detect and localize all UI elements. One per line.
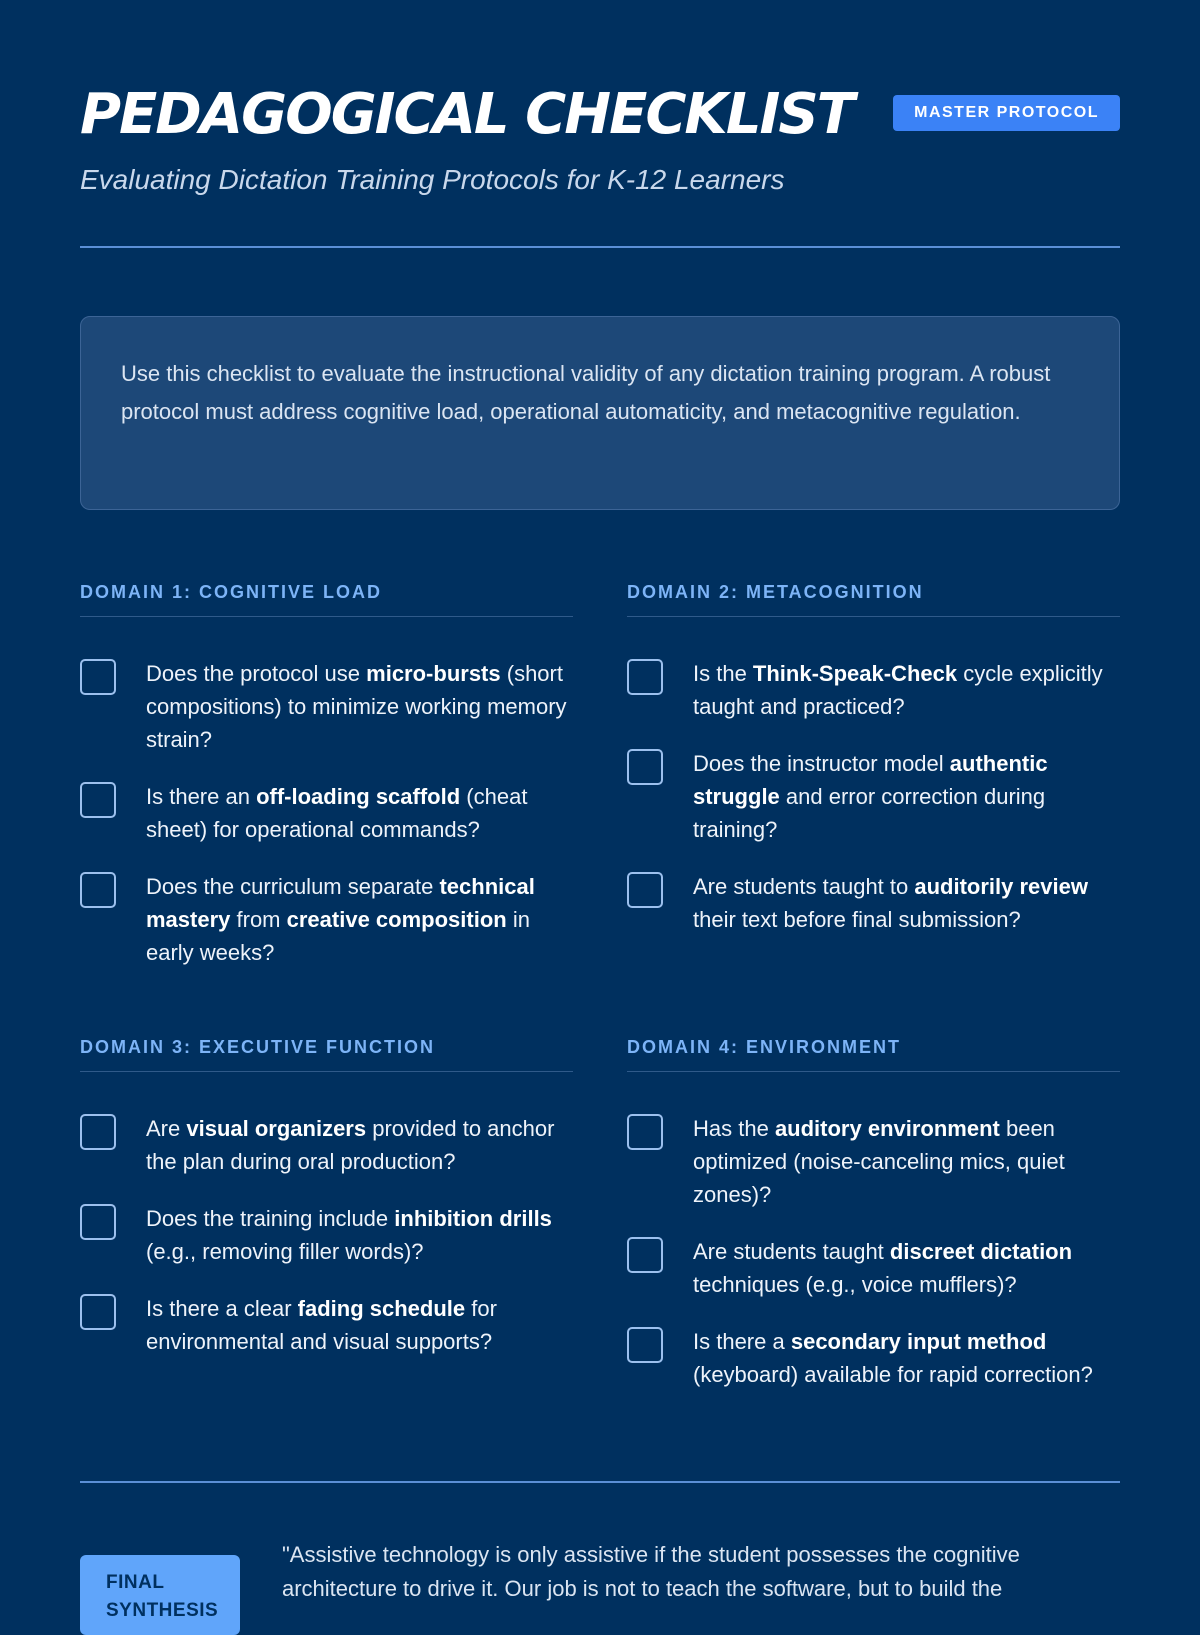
checklist-item-text	[146, 1202, 573, 1268]
item-text-segment: Is there a	[693, 1329, 791, 1354]
checklist-item-text	[693, 1112, 1120, 1211]
checklist-item-text	[146, 1112, 573, 1178]
item-text-segment: (keyboard) available for rapid correction?	[693, 1362, 1093, 1387]
checkbox[interactable]	[80, 1114, 116, 1150]
item-text-segment: (e.g., removing filler words)?	[146, 1239, 424, 1264]
domain-cognitive-load	[80, 578, 573, 969]
checklist-item	[627, 1235, 1120, 1301]
item-text-segment: Does the protocol use	[146, 661, 367, 686]
checklist-item-text	[693, 1235, 1120, 1301]
domain-metacognition	[627, 578, 1120, 936]
item-text-segment: Are	[146, 1116, 187, 1141]
checkbox[interactable]	[627, 872, 663, 908]
item-text-segment: Is there an	[146, 784, 257, 809]
checklist-item	[80, 1202, 573, 1268]
checklist-item-text	[146, 780, 573, 846]
checklist-item	[80, 870, 573, 969]
checklist-item-text	[693, 870, 1120, 936]
domain-items	[627, 657, 1120, 936]
key-term: fading schedule	[297, 1296, 466, 1321]
checkbox[interactable]	[80, 659, 116, 695]
key-term: authentic struggle	[693, 751, 1048, 809]
item-text-segment: been optimized (noise-canceling mics, quiet zones)?	[693, 1116, 1065, 1207]
checklist-item	[80, 780, 573, 846]
item-text-segment: Are students taught to	[693, 874, 915, 899]
domain-items	[627, 1112, 1120, 1391]
checkbox[interactable]	[80, 1294, 116, 1330]
checklist-item	[627, 870, 1120, 936]
domain-items	[80, 1112, 573, 1358]
domain-heading: DOMAIN 1: COGNITIVE LOAD	[80, 578, 573, 617]
synthesis-label: FINAL SYNTHESIS	[80, 1555, 240, 1635]
header	[80, 82, 1120, 152]
checklist-item-text	[693, 747, 1120, 846]
item-text-segment: Are students taught	[693, 1239, 890, 1264]
checklist-item-text	[693, 657, 1120, 723]
page-title: PEDAGOGICAL CHECKLIST	[80, 82, 853, 147]
synthesis-quote: "Assistive technology is only assistive if the student possesses the cognitive architecture to drive it. Our job is not to teach the software, but to build the	[282, 1542, 1020, 1601]
key-term: auditorily review	[914, 874, 1088, 899]
key-term: technical mastery	[146, 874, 535, 932]
checklist-item	[80, 657, 573, 756]
key-term: creative composition	[286, 907, 507, 932]
checklist-item	[80, 1112, 573, 1178]
footer-divider	[80, 1481, 1120, 1483]
checklist-item-text	[146, 1292, 573, 1358]
key-term: secondary input method	[790, 1329, 1047, 1354]
checkbox[interactable]	[80, 782, 116, 818]
checkbox[interactable]	[627, 1114, 663, 1150]
key-term: micro-bursts	[366, 661, 501, 686]
item-text-segment: their text before final submission?	[693, 907, 1021, 932]
checkbox[interactable]	[627, 1237, 663, 1273]
item-text-segment: provided to anchor the plan during oral production?	[146, 1116, 555, 1174]
intro-box	[80, 316, 1120, 510]
checklist-item	[627, 657, 1120, 723]
item-text-segment: from	[230, 907, 287, 932]
item-text-segment: Is there a clear	[146, 1296, 298, 1321]
checkbox[interactable]	[627, 1327, 663, 1363]
checkbox[interactable]	[627, 659, 663, 695]
header-divider	[80, 246, 1120, 248]
item-text-segment: and error correction during training?	[693, 784, 1046, 842]
item-text-segment: techniques (e.g., voice mufflers)?	[693, 1272, 1017, 1297]
item-text-segment: (cheat sheet) for operational commands?	[146, 784, 528, 842]
page-subtitle: Evaluating Dictation Training Protocols for K-12 Learners	[80, 164, 785, 195]
key-term: visual organizers	[186, 1116, 367, 1141]
item-text-segment: for environmental and visual supports?	[146, 1296, 497, 1354]
checklist-item	[627, 1112, 1120, 1211]
domain-heading: DOMAIN 3: EXECUTIVE FUNCTION	[80, 1033, 573, 1072]
intro-text: Use this checklist to evaluate the instructional validity of any dictation training program. A robust protocol must address cognitive load, operational automaticity, and metacognitive regulation.	[121, 361, 1051, 424]
checklist-item-text	[693, 1325, 1120, 1391]
item-text-segment: Does the curriculum separate	[146, 874, 440, 899]
checklist-item	[627, 747, 1120, 846]
item-text-segment: (short compositions) to minimize working memory strain?	[146, 661, 567, 752]
key-term: off-loading scaffold	[256, 784, 461, 809]
item-text-segment: Does the training include	[146, 1206, 395, 1231]
domain-heading: DOMAIN 4: ENVIRONMENT	[627, 1033, 1120, 1072]
checkbox[interactable]	[627, 749, 663, 785]
item-text-segment: in early weeks?	[146, 907, 530, 965]
protocol-badge: MASTER PROTOCOL	[893, 95, 1120, 131]
checklist-item-text	[146, 657, 573, 756]
item-text-segment: Is the	[693, 661, 753, 686]
domain-executive-function	[80, 1033, 573, 1358]
domain-environment	[627, 1033, 1120, 1391]
checklist-item	[627, 1325, 1120, 1391]
domain-items	[80, 657, 573, 969]
item-text-segment: cycle explicitly taught and practiced?	[693, 661, 1103, 719]
domain-heading: DOMAIN 2: METACOGNITION	[627, 578, 1120, 617]
key-term: inhibition drills	[394, 1206, 552, 1231]
item-text-segment: Has the	[693, 1116, 775, 1141]
checkbox[interactable]	[80, 872, 116, 908]
item-text-segment: Does the instructor model	[693, 751, 950, 776]
key-term: discreet dictation	[889, 1239, 1073, 1264]
checklist-item-text	[146, 870, 573, 969]
checkbox[interactable]	[80, 1204, 116, 1240]
checklist-item	[80, 1292, 573, 1358]
key-term: Think-Speak-Check	[752, 661, 958, 686]
key-term: auditory environment	[774, 1116, 1000, 1141]
